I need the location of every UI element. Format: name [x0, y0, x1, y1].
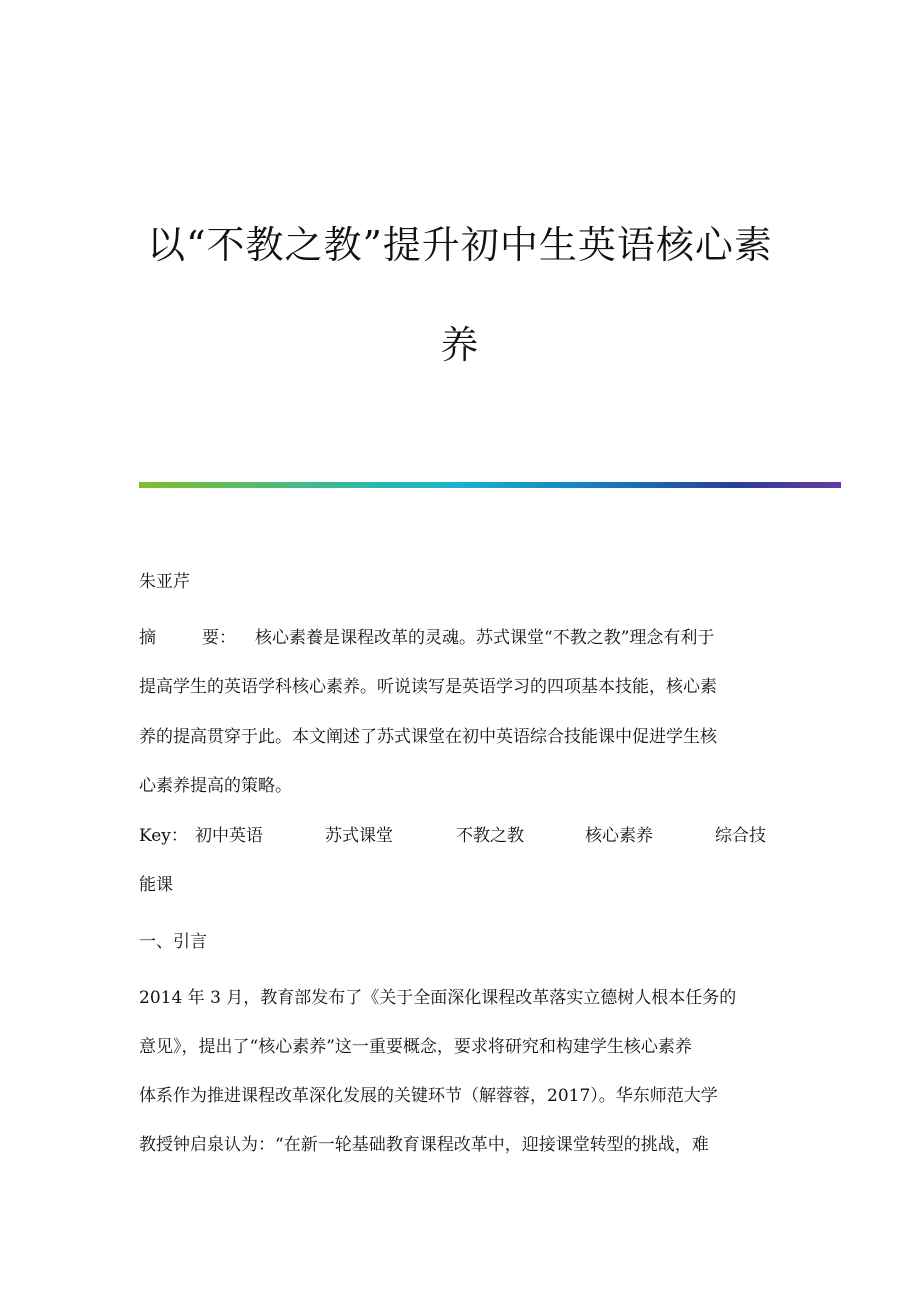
abstract-line-2: 提高学生的英语学科核心素养。听说读写是英语学习的四项基本技能，核心素	[139, 677, 717, 697]
keyword-item: 不教之教	[456, 826, 524, 846]
keyword-item: 综合技	[715, 826, 766, 846]
body-line-2: 意见》，提出了“核心素养”这一重要概念，要求将研究和构建学生核心素养	[139, 1037, 692, 1057]
abstract-text-1: 核心素養是课程改革的灵魂。苏式课堂“不教之教”理念有利于	[255, 628, 715, 648]
keywords-continuation: 能课	[139, 875, 173, 895]
abstract-label-part-1: 摘	[139, 628, 156, 648]
body-line-3: 体系作为推进课程改革深化发展的关键环节（解蓉蓉，2017）。华东师范大学	[139, 1086, 718, 1106]
keyword-item: 初中英语	[195, 826, 263, 846]
body-line-4: 教授钟启泉认为：“在新一轮基础教育课程改革中，迎接课堂转型的挑战，难	[139, 1135, 709, 1155]
abstract-line-3: 养的提高贯穿于此。本文阐述了苏式课堂在初中英语综合技能课中促进学生核	[139, 727, 717, 747]
keywords-label: Key：	[139, 826, 188, 846]
abstract-label-part-2: 要：	[202, 628, 236, 648]
section-heading: 一、引言	[139, 932, 207, 952]
abstract-line-4: 心素养提高的策略。	[139, 776, 292, 796]
abstract-label	[139, 626, 255, 650]
paper-title-line-2: 养	[440, 323, 480, 367]
keyword-item: 苏式课堂	[325, 826, 393, 846]
title-divider	[139, 482, 841, 488]
keyword-item: 核心素养	[585, 826, 653, 846]
author: 朱亚芹	[139, 572, 190, 592]
paper-title-line-1: 以“不教之教”提升初中生英语核心素	[147, 223, 773, 267]
abstract-line-1	[139, 626, 779, 650]
body-line-1: 2014 年 3 月，教育部发布了《关于全面深化课程改革落实立德树人根本任务的	[139, 988, 737, 1008]
